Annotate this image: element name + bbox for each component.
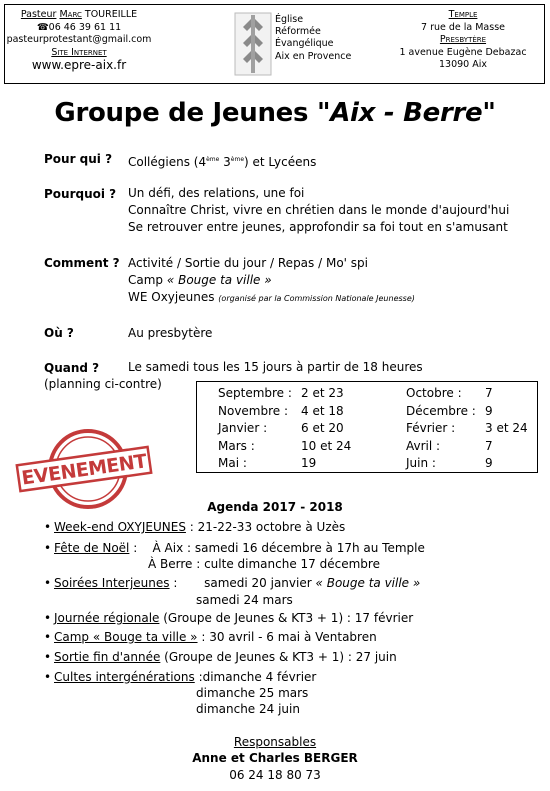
stamp-label: EVENEMENT [20,450,148,490]
planning-dates-col2: 7 9 3 et 24 7 9 [485,386,528,470]
ou-text: Au presbytère [128,326,213,340]
pour-qui-text: Collégiens (4ème 3ème) et Lycéens [128,155,317,169]
letterhead [4,4,545,84]
temple-label: Temple [448,9,478,20]
planning-table [196,381,538,473]
agenda-item: • Fête de Noël : À Aix : samedi 16 décembre à 17h au Temple [44,541,425,555]
agenda-item: • Camp « Bouge ta ville » : 30 avril - 6 mai à Ventabren [44,630,377,644]
website-link[interactable]: www.epre-aix.fr [31,58,127,72]
pourquoi-label: Pourquoi ? [44,187,117,201]
agenda-item: • Soirées Interjeunes : samedi 20 janvier « Bouge ta ville » [44,576,421,590]
church-name: Église Réformée Évangélique Aix en Provence [275,14,352,62]
planning-dates-col1: 2 et 23 4 et 18 6 et 20 10 et 24 19 [301,386,352,470]
responsables-phone: 06 24 18 80 73 [229,768,321,782]
agenda-item: • Week-end OXYJEUNES : 21-22-33 octobre à Uzès [44,520,346,534]
pastor-phone: ☎06 46 39 61 11 [36,21,122,33]
planning-note: (planning ci-contre) [44,377,162,391]
pour-qui-label: Pour qui ? [44,152,113,166]
quand-text: Le samedi tous les 15 jours à partir de 18 heures [128,360,423,374]
pourquoi-text: Un défi, des relations, une foi Connaître Christ, vivre en chrétien dans le monde d'aujourd'hui Se retrouver entre jeunes, approfondir sa foi tout en s'amusant [128,186,510,234]
addresses [388,9,538,72]
presbytere-label: Presbytère [439,34,487,45]
presbytere-address-1: 1 avenue Eugène Debazac [399,46,527,58]
agenda-item-continued: À Berre : culte dimanche 17 décembre [148,557,380,571]
agenda-title: Agenda 2017 - 2018 [207,500,343,514]
cross-shield-icon [233,11,273,77]
temple-address: 7 rue de la Masse [421,21,505,33]
planning-months-col2: Octobre : Décembre : Février : Avril : Juin : [406,386,476,470]
agenda-item: • Journée régionale (Groupe de Jeunes & KT3 + 1) : 17 février [44,611,414,625]
agenda-item-continued: samedi 24 mars [196,593,293,607]
ou-label: Où ? [44,326,74,340]
responsables-label: Responsables [233,735,317,749]
page-title: Groupe de Jeunes "Aix - Berre" [54,98,496,128]
responsables-names: Anne et Charles BERGER [192,751,358,765]
presbytere-address-2: 13090 Aix [438,59,487,70]
agenda-item: • Cultes intergénérations :dimanche 4 février [44,670,317,684]
pastor-name: Pasteur Marc TOUREILLE [20,9,138,20]
agenda-item-continued: dimanche 24 juin [196,702,300,716]
quand-label: Quand ? [44,361,100,375]
planning-months-col1: Septembre : Novembre : Janvier : Mars : Mai : [218,386,292,470]
church-logo [233,11,373,81]
agenda-item-continued: dimanche 25 mars [196,686,309,700]
pastor-email: pasteurprotestant@gmail.com [6,34,152,45]
site-label: Site Internet [51,46,107,58]
agenda-item: • Sortie fin d'année (Groupe de Jeunes & KT3 + 1) : 27 juin [44,650,397,664]
pastor-contact [5,9,153,72]
comment-label: Comment ? [44,256,120,270]
comment-text: Activité / Sortie du jour / Repas / Mo' spi Camp « Bouge ta ville » WE Oxyjeunes (organisé par la Commission Nationale Jeunesse) [128,256,415,304]
